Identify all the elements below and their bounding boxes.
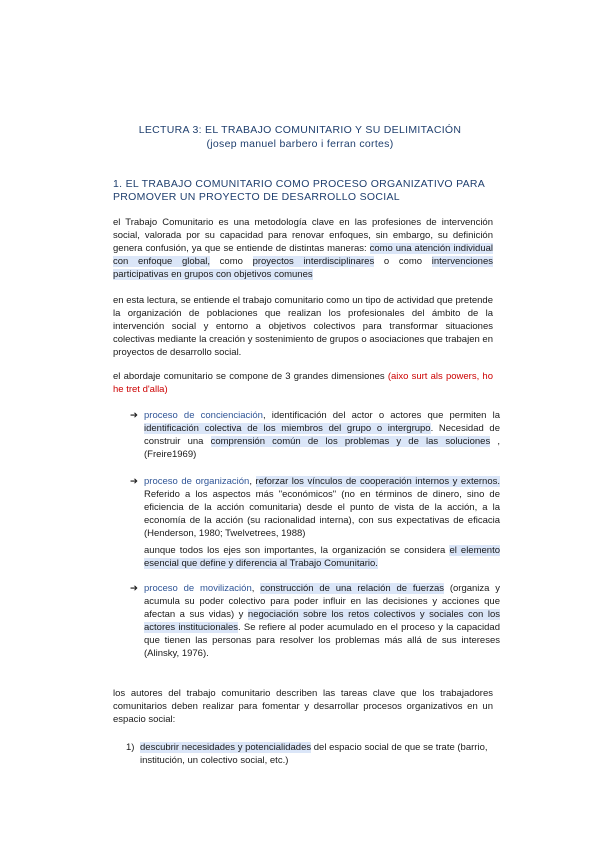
arrow-icon: ➔ (130, 583, 138, 594)
text-run: , identificación del actor o actores que permiten la (262, 410, 500, 421)
red-note: (aixo surt als powers, ho he tret d'alla) (113, 371, 493, 395)
task-text (140, 741, 506, 767)
paragraph-lectura: en esta lectura, se entiende el trabajo comunitario como un tipo de actividad que pretende la organización de poblaciones que realizan los profesionales del ámbito de la intervención social y entorno a objetivos colectivos para transformar situaciones colectivas mediante la creación y sostenimiento de grupos o asociaciones que trabajen en proyectos de desarrollo social. (113, 295, 493, 358)
text-run: . Se refiere al poder acumulado en el proceso y la capacidad que tienen las personas para resolver los problemas más allá de sus intereses (Alinsky, 1976). (144, 622, 500, 659)
text-run: o como (374, 256, 432, 267)
text-run: . Necesidad de construir una (144, 423, 501, 447)
arrow-icon: ➔ (130, 476, 138, 487)
text-run: , (Freire1969) (144, 436, 501, 460)
highlight-individual: como una atención individual con enfoque global, (113, 243, 493, 267)
list-item-movilizacion (130, 582, 500, 660)
text-run: como (210, 256, 253, 267)
highlight-interdisciplinary: proyectos interdisciplinares (252, 256, 375, 267)
paragraph-dimensions (113, 370, 493, 396)
document-authors: (josep manuel barbero i ferran cortes) (206, 138, 394, 150)
list-item-subnote (144, 544, 500, 570)
highlight: reforzar los vínculos de cooperación internos y externos. (255, 476, 500, 487)
section-heading: 1. EL TRABAJO COMUNITARIO COMO PROCESO ORGANIZATIVO PARA PROMOVER UN PROYECTO DE DESARROLLO SOCIAL (113, 178, 485, 203)
term: proceso de concienciación (144, 410, 263, 421)
term: proceso de organización (144, 476, 250, 487)
text-run: Referido a los aspectos más "económicos" (no en términos de dinero, sino de eficiencia de la acción comunitaria) desde el punto de vista de la acción, a la economía de la acción (su racionalidad interna), con sus expectativas de eficacia (Henderson, 1980; Twelvetrees, 1988) (144, 489, 500, 539)
task-item (126, 741, 506, 767)
list-item-organizacion (130, 475, 500, 570)
task-number: 1) (126, 742, 135, 753)
list-item-text (144, 582, 500, 660)
highlight: comprensión común de los problemas y de las soluciones (210, 436, 491, 447)
paragraph-tasks: los autores del trabajo comunitario describen las tareas clave que los trabajadores comunitarios deben realizar para fomentar y desarrollar procesos organizativos en un espacio social: (113, 688, 493, 725)
arrow-icon: ➔ (130, 410, 138, 421)
highlight-participative: intervenciones participativas en grupos con objetivos comunes (113, 256, 493, 280)
highlight: descubrir necesidades y potencialidades (140, 742, 312, 753)
text-run: (organiza y acumula su poder colectivo para poder influir en las decisiones y acciones que afectan a sus vidas) y (144, 583, 500, 620)
highlight: identificación colectiva de los miembros del grupo o intergrupo (144, 423, 431, 434)
text-run: el Trabajo Comunitario es una metodología clave en las profesiones de intervención social, valorada por su capacidad para renovar enfoques, sin embargo, su definición genera confusión, ya que se entiende de distintas maneras: (113, 217, 493, 254)
text-run: , (251, 583, 261, 594)
list-item-text (144, 475, 500, 540)
highlight: construcción de una relación de fuerzas (260, 583, 445, 594)
list-item-concienciacion (130, 409, 500, 461)
text-run: , (249, 476, 256, 487)
paragraph-definition (113, 216, 493, 281)
text-run: del espacio social de que se trate (barrio, institución, un colectivo social, etc.) (140, 742, 488, 766)
text-run: el abordaje comunitario se compone de 3 grandes dimensiones (113, 371, 388, 382)
list-item-text (144, 409, 500, 461)
text-run: aunque todos los ejes son importantes, la organización se considera (144, 545, 450, 556)
highlight: el elemento esencial que define y diferencia al Trabajo Comunitario. (144, 545, 500, 569)
document-title: LECTURA 3: EL TRABAJO COMUNITARIO Y SU DELIMITACIÓN (138, 124, 462, 136)
term: proceso de movilización (144, 583, 252, 594)
highlight: negociación sobre los retos colectivos y sociales con los actores institucionales (144, 609, 500, 633)
